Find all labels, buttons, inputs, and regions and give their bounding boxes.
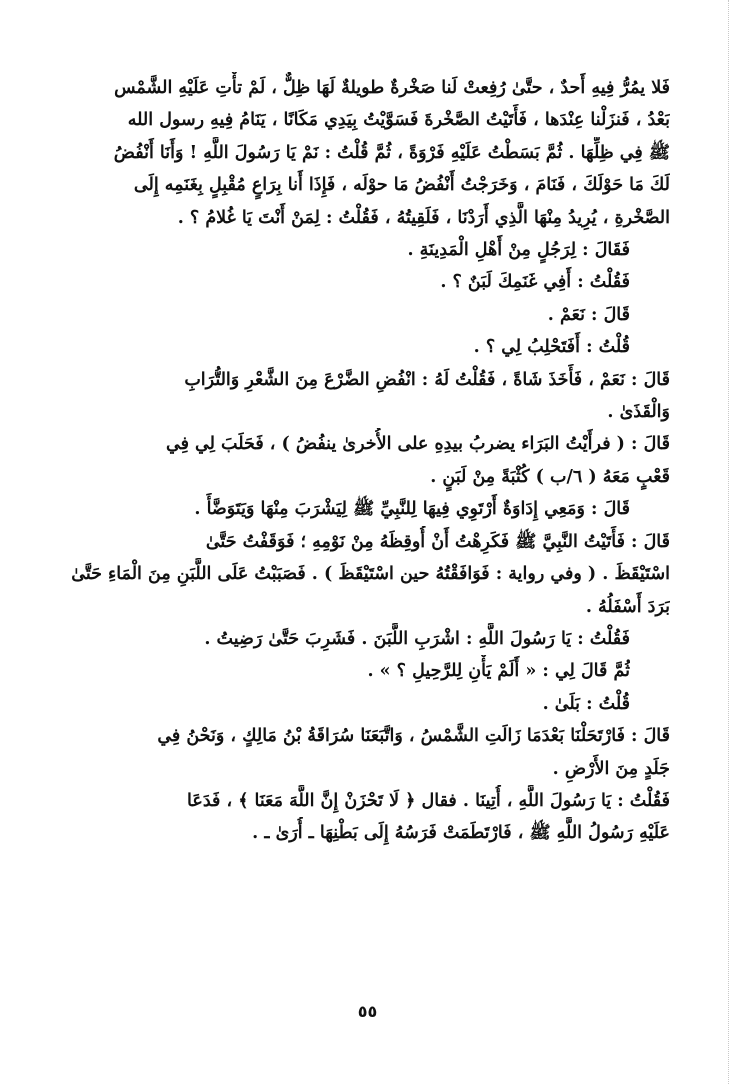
- text-line: وَالْقَذَىٰ .: [607, 402, 670, 423]
- text-line: فَقَالَ : لِرَجُلٍ مِنْ أَهْلِ الْمَدِينَةِ .: [407, 240, 630, 261]
- text-paragraph: [58, 364, 670, 429]
- text-paragraph: [58, 526, 670, 623]
- dialogue-paragraph: [58, 493, 670, 525]
- dialogue-paragraph: [58, 655, 670, 687]
- text-line: قَالَ : وَمَعِي إِدَاوَةٌ أَرْتَوِي فِيهَا لِلنَّبِيِّ ﷺ لِيَشْرَبَ مِنْهَا وَيَتَوَضَّأَ .: [194, 499, 630, 520]
- text-line: فَقُلْتُ : يَا رَسُولَ اللَّهِ : اشْرَبِ اللَّبَنَ . فَشَرِبَ حَتَّىٰ رَضِيتُ .: [204, 628, 630, 649]
- text-line: قُلْتُ : بَلَىٰ .: [542, 693, 630, 714]
- text-line: قَالَ : ( فرأَيْتُ البَرَاء يضربُ بيدِهِ على الأُخرىٰ ينفُضُ ) ، فَحَلَبَ لِي فِي: [165, 434, 670, 455]
- text-line: قَعْبٍ مَعَهُ ( ٦/ب ) كُثْبَةً مِنْ لَبَنٍ .: [430, 466, 670, 487]
- text-line: بَرَدَ أَسْفَلُهُ .: [585, 596, 670, 617]
- dialogue-paragraph: [58, 331, 670, 363]
- text-line: فَقُلْتُ : يَا رَسُولَ اللَّهِ ، أُتِينَا . فقال ﴿ لَا تَحْزَنْ إِنَّ اللَّهَ مَعَنَا ﴾ ، فَدَعَا: [187, 790, 670, 811]
- text-line: الصَّخْرةِ ، يُرِيدُ مِنْهَا الَّذِي أَرَدْنَا ، فَلَقِيتُهُ ، فَقُلْتُ : لِمَنْ أَنْتَ يَا غُلامُ ؟ .: [177, 207, 670, 228]
- page-number: ٥٥: [357, 1002, 378, 1021]
- text-line: قَالَ : فَأَتَيْتُ النَّبِيَّ ﷺ فَكَرِهْتُ أَنْ أُوقِظَهُ مِنْ نَوْمِهِ ؛ فَوَقَفْتُ حَتَّىٰ: [205, 531, 670, 552]
- text-line: قَالَ : فَارْتَحَلْنَا بَعْدَمَا زَالَتِ الشَّمْسُ ، وَاتَّبَعَنَا سُرَاقَةُ بْنُ مَالِكٍ ، وَنَحْنُ فِي: [157, 726, 670, 747]
- text-paragraph: [58, 72, 670, 234]
- text-line: جَلَدٍ مِنَ الأَرْضِ .: [552, 758, 670, 779]
- text-line: لَكَ مَا حَوْلَكَ ، فَنَامَ ، وَخَرَجْتُ أَنْفُضُ مَا حوْلَه ، فَإِذَا أَنا بِرَاعٍ مُقْبِلٍ بِغَنَمِه إِلَى: [133, 175, 670, 196]
- text-line: ثُمَّ قَالَ لِي : « أَلَمْ يَأْنِ لِلرَّحِيلِ ؟ » .: [367, 661, 630, 682]
- text-line: فَقُلْتُ : أَفِي غَنَمِكَ لَبَنٌ ؟ .: [440, 272, 630, 293]
- dialogue-paragraph: [58, 266, 670, 298]
- text-line: قَالَ : نَعَمْ ، فَأَخَذَ شَاةً ، فَقُلْتُ لَهُ : انْفُضِ الضَّرْعَ مِنَ الشَّعْرِ وَالتُّرَابِ: [184, 369, 670, 390]
- text-line: قُلْتُ : أَفَتَحْلِبُ لِي ؟ .: [473, 337, 630, 358]
- text-line: بَعْدُ ، فَنزَلْنا عِنْدَها ، فَأَتَيْتُ الصَّخْرةَ فَسَوَّيْتُ بِيَدِي مَكَانًا ، يَنَامُ فِيهِ رسول الله: [127, 110, 670, 131]
- text-paragraph: [58, 428, 670, 493]
- dialogue-paragraph: [58, 623, 670, 655]
- text-line: عَلَيْهِ رَسُولُ اللَّهِ ﷺ ، فَارْتَطَمَتْ فَرَسُهُ إِلَى بَطْنِهَا ـ أُرَىٰ ـ .: [252, 823, 670, 844]
- text-paragraph: [58, 720, 670, 785]
- text-paragraph: [58, 785, 670, 850]
- document-body: [58, 72, 670, 850]
- text-line: قَالَ : نَعَمْ .: [547, 304, 630, 325]
- page-edge-dots: [728, 0, 729, 1084]
- dialogue-paragraph: [58, 299, 670, 331]
- text-line: ﷺ فِي ظِلِّهَا . ثُمَّ بَسَطْتُ عَلَيْهِ فَرْوَةً ، ثُمَّ قُلْتُ : نَمْ يَا رَسُولَ اللَّهِ ! وَأَنَا أَنْفُضُ: [113, 142, 670, 163]
- text-line: فَلا يمُرُّ فِيهِ أَحدٌ ، حتَّىٰ رُفِعتْ لَنا صَخْرةٌ طويلةٌ لَهَا ظِلٌّ ، لَمْ تأْتِ عَلَيْهِ الشَّمْس: [114, 78, 670, 98]
- text-line: اسْتَيْقَظَ . ( وفي رواية : فَوَافَقْتُهُ حين اسْتَيْقَظَ ) . فَصَبَبْتُ عَلَى اللَّبَنِ مِنَ الْمَاءِ حَتَّىٰ: [71, 564, 670, 585]
- dialogue-paragraph: [58, 234, 670, 266]
- dialogue-paragraph: [58, 688, 670, 720]
